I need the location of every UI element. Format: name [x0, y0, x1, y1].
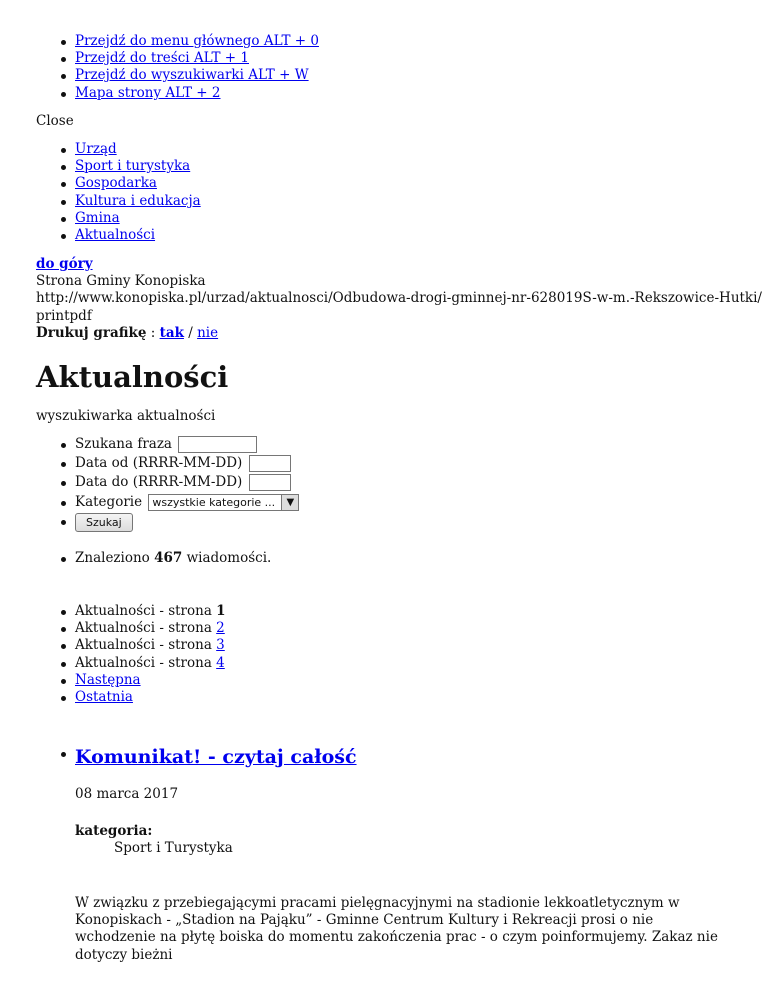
- news-title-link[interactable]: Komunikat! - czytaj całość: [75, 746, 357, 768]
- separator: /: [183, 324, 198, 341]
- skip-link-item: [75, 50, 768, 67]
- date-to-label: Data do (RRRR-MM-DD): [75, 474, 243, 491]
- skip-to-search-link[interactable]: Przejdź do wyszukiwarki ALT + W: [75, 67, 309, 84]
- pagination-label: Aktualności - strona: [75, 637, 217, 654]
- date-to-input[interactable]: [249, 474, 291, 491]
- news-item: [0, 745, 768, 771]
- menu-item: [75, 175, 768, 192]
- pagination-current: 1: [216, 603, 226, 619]
- menu-item: [75, 210, 768, 227]
- print-graphics-row: [36, 325, 768, 342]
- close-button[interactable]: Close: [36, 113, 74, 129]
- print-graphics-no-link[interactable]: nie: [197, 324, 219, 341]
- pagination-item: [75, 620, 768, 637]
- pagination-page-2-link[interactable]: 2: [216, 620, 225, 637]
- news-category-value: Sport i Turystyka: [114, 840, 233, 856]
- pagination-page-4-link[interactable]: 4: [216, 654, 225, 671]
- pagination-label: Aktualności - strona: [75, 620, 217, 637]
- menu-item-kultura[interactable]: Kultura i edukacja: [75, 192, 201, 209]
- pagination-page-3-link[interactable]: 3: [216, 637, 225, 654]
- menu-item-urzad[interactable]: Urząd: [75, 141, 117, 157]
- news-category-label: kategoria:: [75, 823, 153, 839]
- date-from-label: Data od (RRRR-MM-DD): [75, 455, 243, 472]
- pagination-label: Aktualności - strona: [75, 603, 217, 619]
- pagination-item: [75, 689, 768, 706]
- skip-link-item: [75, 33, 768, 50]
- date-from-input[interactable]: [249, 455, 291, 472]
- skip-to-menu-link[interactable]: Przejdź do menu głównego ALT + 0: [75, 33, 319, 49]
- menu-item-gmina[interactable]: Gmina: [75, 209, 120, 226]
- search-phrase-row: [75, 436, 768, 453]
- news-date: 08 marca 2017: [75, 786, 179, 802]
- skip-link-item: [75, 67, 768, 84]
- results-prefix: Znaleziono: [75, 550, 155, 566]
- category-label: Kategorie: [75, 493, 143, 510]
- category-select[interactable]: [148, 494, 299, 511]
- search-submit-row: [75, 513, 768, 532]
- menu-item: [75, 193, 768, 210]
- date-from-row: [75, 455, 768, 472]
- pagination: [0, 603, 768, 706]
- menu-item-gospodarka[interactable]: Gospodarka: [75, 175, 157, 192]
- search-phrase-input[interactable]: [178, 436, 257, 453]
- category-select-value: wszystkie kategorie ...: [152, 495, 276, 509]
- results-count-item: [75, 550, 768, 567]
- skip-to-content-link[interactable]: Przejdź do treści ALT + 1: [75, 50, 249, 67]
- back-to-top-link[interactable]: do góry: [36, 256, 93, 272]
- search-heading: wyszukiwarka aktualności: [36, 408, 216, 424]
- menu-item-sport[interactable]: Sport i turystyka: [75, 158, 191, 175]
- pagination-item: [75, 603, 768, 620]
- menu-item: [75, 158, 768, 175]
- sitemap-link[interactable]: Mapa strony ALT + 2: [75, 84, 221, 101]
- skip-link-item: [75, 85, 768, 102]
- print-graphics-label: Drukuj grafikę: [36, 324, 147, 341]
- print-graphics-yes-link[interactable]: tak: [159, 324, 184, 341]
- news-body: W związku z przebiegającymi pracami pielęgnacyjnymi na stadionie lekkoatletycznym w Konopiskach - „Stadion na Pająku” - Gminne Centrum Kultury i Rekreacji prosi o nie wchodzenie na płytę boiska do momentu zakończenia prac - o czym poinformujemy. Zakaz nie dotyczy bieżni: [75, 895, 718, 963]
- menu-item: [75, 141, 768, 158]
- pagination-last-link[interactable]: Ostatnia: [75, 689, 133, 706]
- results-suffix: wiadomości.: [182, 550, 272, 566]
- menu-item: [75, 227, 768, 244]
- page-title: Aktualności: [36, 360, 229, 394]
- main-menu: [0, 141, 768, 244]
- pagination-next-link[interactable]: Następna: [75, 671, 141, 688]
- pagination-item: [75, 655, 768, 672]
- chevron-down-icon: ▼: [281, 495, 298, 510]
- list-item: [75, 745, 768, 771]
- results-count: [0, 550, 768, 567]
- print-header: [0, 256, 768, 342]
- pagination-label: Aktualności - strona: [75, 654, 217, 671]
- date-to-row: [75, 474, 768, 491]
- search-form: [0, 436, 768, 532]
- skip-links: [0, 33, 768, 102]
- search-phrase-label: Szukana fraza: [75, 436, 172, 452]
- category-row: [75, 494, 768, 511]
- page-url-suffix: printpdf: [36, 307, 92, 324]
- menu-item-aktualnosci[interactable]: Aktualności: [75, 227, 156, 244]
- page-url: http://www.konopiska.pl/urzad/aktualnosci/Odbudowa-drogi-gminnej-nr-628019S-w-m.-Rekszowice-Hutki/: [36, 290, 762, 307]
- separator: :: [146, 324, 160, 341]
- results-count-value: 467: [154, 550, 183, 566]
- pagination-item: [75, 672, 768, 689]
- pagination-item: [75, 637, 768, 654]
- site-name: Strona Gminy Konopiska: [36, 273, 206, 290]
- search-button[interactable]: Szukaj: [75, 513, 133, 532]
